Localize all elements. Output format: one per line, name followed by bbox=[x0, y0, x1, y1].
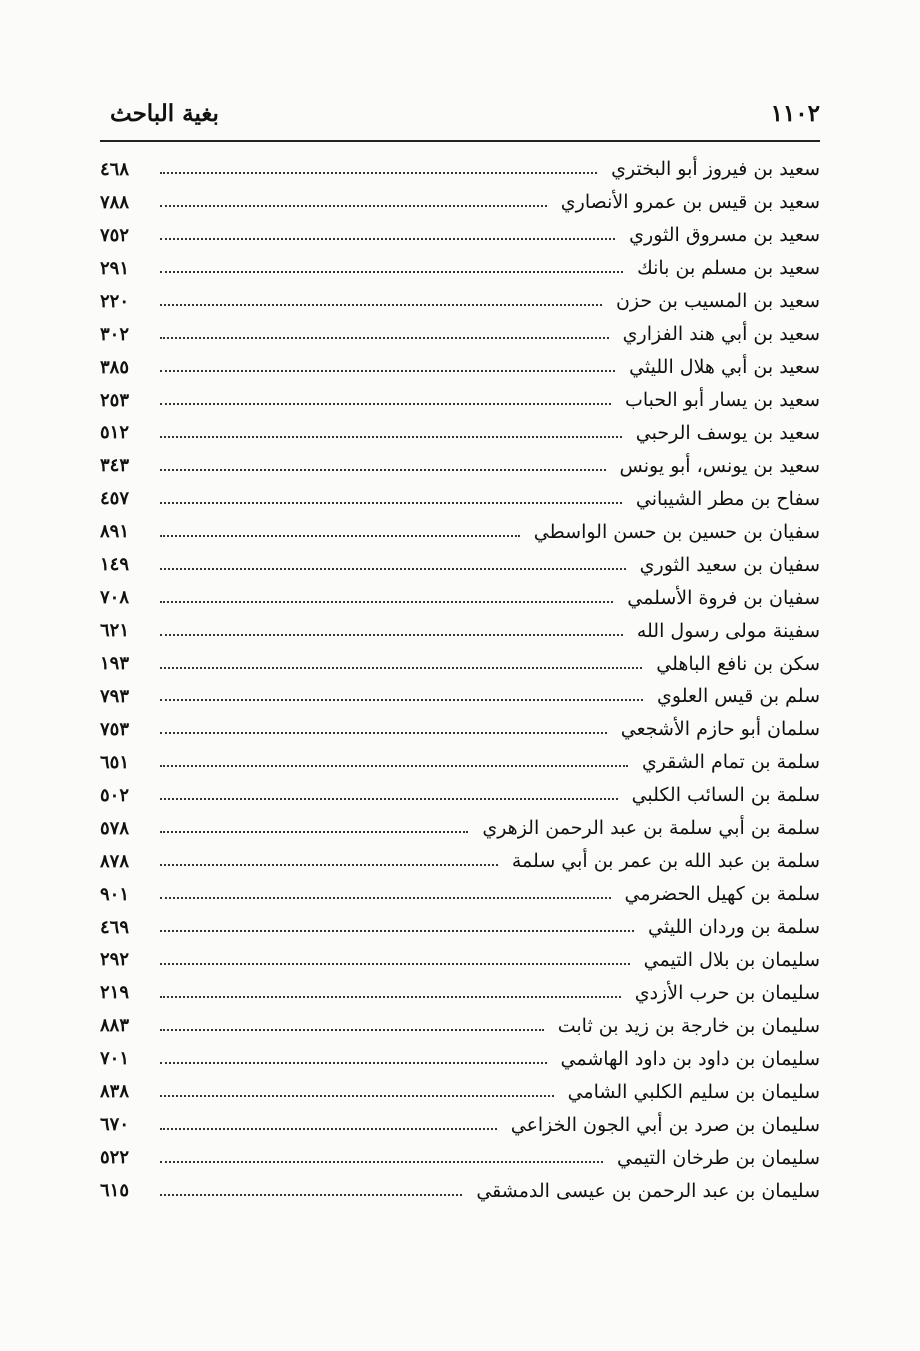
entry-name: سليمان بن خارجة بن زيد بن ثابت bbox=[557, 1014, 820, 1037]
index-entry bbox=[100, 845, 820, 878]
entry-page-number: ٨٨٣ bbox=[100, 1015, 130, 1037]
dot-leader bbox=[160, 1095, 554, 1097]
entry-page-number: ٦٥١ bbox=[100, 751, 130, 773]
index-entry bbox=[100, 1108, 820, 1141]
dot-leader bbox=[160, 732, 607, 734]
index-entry bbox=[100, 878, 820, 911]
index-entry bbox=[100, 1174, 820, 1207]
dot-leader bbox=[160, 403, 611, 405]
entry-page-number: ٧٠١ bbox=[100, 1048, 130, 1070]
entry-name: سلمان أبو حازم الأشجعي bbox=[620, 718, 820, 741]
dot-leader bbox=[160, 864, 498, 866]
entry-page-number: ٢١٩ bbox=[100, 982, 130, 1004]
entry-page-number: ٤٥٧ bbox=[100, 488, 130, 510]
entry-name: سلمة بن أبي سلمة بن عبد الرحمن الزهري bbox=[482, 817, 820, 840]
dot-leader bbox=[160, 1029, 544, 1031]
index-entry bbox=[100, 417, 820, 450]
entry-name: سليمان بن سليم الكلبي الشامي bbox=[567, 1080, 820, 1103]
entry-name: سلمة بن تمام الشقري bbox=[641, 751, 820, 774]
index-entry bbox=[100, 614, 820, 647]
dot-leader bbox=[160, 1161, 603, 1163]
entry-page-number: ٢٢٠ bbox=[100, 290, 130, 312]
index-entry bbox=[100, 548, 820, 581]
index-entry bbox=[100, 153, 820, 186]
entry-page-number: ٩٠١ bbox=[100, 883, 130, 905]
index-entry bbox=[100, 746, 820, 779]
index-entry bbox=[100, 1141, 820, 1174]
index-entry bbox=[100, 351, 820, 384]
entry-name: سفاح بن مطر الشيباني bbox=[635, 487, 820, 510]
entry-name: سعيد بن يوسف الرحبي bbox=[635, 421, 820, 444]
dot-leader bbox=[160, 436, 622, 438]
entry-name: سعيد بن أبي هلال الليثي bbox=[629, 356, 820, 379]
entry-name: سفيان بن سعيد الثوري bbox=[639, 553, 820, 576]
index-entry bbox=[100, 1042, 820, 1075]
index-entry bbox=[100, 779, 820, 812]
dot-leader bbox=[160, 601, 613, 603]
dot-leader bbox=[160, 996, 621, 998]
dot-leader bbox=[160, 930, 634, 932]
entry-page-number: ٦١٥ bbox=[100, 1180, 130, 1202]
entry-name: سليمان بن داود بن داود الهاشمي bbox=[560, 1047, 820, 1070]
entry-name: سليمان بن طرخان التيمي bbox=[617, 1146, 820, 1169]
entry-name: سليمان بن حرب الأزدي bbox=[634, 981, 820, 1004]
index-entry bbox=[100, 976, 820, 1009]
index-entry bbox=[100, 944, 820, 977]
page-number: ١١٠٢ bbox=[770, 99, 820, 127]
dot-leader bbox=[160, 271, 623, 273]
dot-leader bbox=[160, 568, 626, 570]
entry-page-number: ٧٠٨ bbox=[100, 587, 130, 609]
entry-page-number: ٨٩١ bbox=[100, 521, 130, 543]
entry-page-number: ٧٥٣ bbox=[100, 718, 130, 740]
dot-leader bbox=[160, 831, 468, 833]
entry-name: سلمة بن عبد الله بن عمر بن أبي سلمة bbox=[511, 850, 820, 873]
entry-name: سعيد بن أبي هند الفزاري bbox=[622, 323, 820, 346]
entry-name: سفيان بن حسين بن حسن الواسطي bbox=[533, 520, 820, 543]
dot-leader bbox=[160, 963, 630, 965]
entry-name: سليمان بن صرد بن أبي الجون الخزاعي bbox=[510, 1113, 820, 1136]
index-entry bbox=[100, 911, 820, 944]
entry-page-number: ١٩٣ bbox=[100, 653, 130, 675]
dot-leader bbox=[160, 502, 622, 504]
entry-page-number: ٣٨٥ bbox=[100, 356, 130, 378]
index-entry bbox=[100, 384, 820, 417]
index-entry bbox=[100, 713, 820, 746]
entry-page-number: ٦٧٠ bbox=[100, 1114, 130, 1136]
book-title: بغية الباحث bbox=[110, 99, 219, 127]
entry-page-number: ٢٩٢ bbox=[100, 949, 130, 971]
entry-page-number: ١٤٩ bbox=[100, 554, 130, 576]
entry-page-number: ٥٢٢ bbox=[100, 1147, 130, 1169]
entry-page-number: ٧٩٣ bbox=[100, 685, 130, 707]
entry-page-number: ٨٧٨ bbox=[100, 850, 130, 872]
index-entry bbox=[100, 812, 820, 845]
entry-page-number: ٥٠٢ bbox=[100, 784, 130, 806]
index-entry bbox=[100, 581, 820, 614]
entry-name: سكن بن نافع الباهلي bbox=[656, 652, 820, 675]
dot-leader bbox=[160, 634, 623, 636]
entry-page-number: ٧٨٨ bbox=[100, 191, 130, 213]
index-entry bbox=[100, 449, 820, 482]
index-entry bbox=[100, 1009, 820, 1042]
index-entry bbox=[100, 647, 820, 680]
page-header bbox=[110, 88, 820, 138]
index-entry bbox=[100, 285, 820, 318]
dot-leader bbox=[160, 469, 606, 471]
dot-leader bbox=[160, 238, 615, 240]
index-entry bbox=[100, 186, 820, 219]
index-entry bbox=[100, 1075, 820, 1108]
entry-name: سعيد بن مسلم بن بانك bbox=[637, 257, 820, 280]
entry-name: سعيد بن مسروق الثوري bbox=[629, 224, 820, 247]
entry-page-number: ٨٣٨ bbox=[100, 1081, 130, 1103]
index-entry bbox=[100, 219, 820, 252]
entry-name: سعيد بن المسيب بن حزن bbox=[615, 290, 820, 313]
entry-name: سعيد بن يونس، أبو يونس bbox=[619, 454, 820, 477]
dot-leader bbox=[160, 897, 611, 899]
dot-leader bbox=[160, 370, 615, 372]
dot-leader bbox=[160, 304, 602, 306]
entry-page-number: ٦٢١ bbox=[100, 620, 130, 642]
entry-name: سلمة بن السائب الكلبي bbox=[631, 784, 820, 807]
dot-leader bbox=[160, 1062, 547, 1064]
index-entry bbox=[100, 482, 820, 515]
entry-page-number: ٥٧٨ bbox=[100, 817, 130, 839]
header-rule bbox=[100, 140, 820, 142]
dot-leader bbox=[160, 1194, 462, 1196]
entry-page-number: ٤٦٩ bbox=[100, 916, 130, 938]
entry-page-number: ٢٥٣ bbox=[100, 389, 130, 411]
dot-leader bbox=[160, 337, 609, 339]
entry-name: سعيد بن قيس بن عمرو الأنصاري bbox=[560, 191, 820, 214]
entry-name: سعيد بن فيروز أبو البختري bbox=[611, 158, 820, 181]
entry-page-number: ٧٥٢ bbox=[100, 224, 130, 246]
entry-page-number: ٢٩١ bbox=[100, 257, 130, 279]
dot-leader bbox=[160, 205, 547, 207]
entry-name: سعيد بن يسار أبو الحباب bbox=[624, 389, 820, 412]
dot-leader bbox=[160, 798, 618, 800]
dot-leader bbox=[160, 172, 597, 174]
entry-name: سلمة بن كهيل الحضرمي bbox=[624, 883, 820, 906]
entry-page-number: ٥١٢ bbox=[100, 422, 130, 444]
index-list bbox=[100, 153, 820, 1207]
entry-name: سليمان بن بلال التيمي bbox=[643, 948, 820, 971]
entry-name: سليمان بن عبد الرحمن بن عيسى الدمشقي bbox=[476, 1179, 820, 1202]
dot-leader bbox=[160, 1128, 497, 1130]
entry-page-number: ٣٠٢ bbox=[100, 323, 130, 345]
index-entry bbox=[100, 252, 820, 285]
entry-name: سفينة مولى رسول الله bbox=[636, 619, 820, 642]
entry-name: سلمة بن وردان الليثي bbox=[648, 916, 820, 939]
dot-leader bbox=[160, 699, 643, 701]
entry-page-number: ٣٤٣ bbox=[100, 455, 130, 477]
dot-leader bbox=[160, 535, 520, 537]
dot-leader bbox=[160, 667, 642, 669]
index-entry bbox=[100, 680, 820, 713]
entry-name: سفيان بن فروة الأسلمي bbox=[627, 586, 820, 609]
entry-name: سلم بن قيس العلوي bbox=[657, 685, 820, 708]
index-entry bbox=[100, 515, 820, 548]
dot-leader bbox=[160, 765, 628, 767]
entry-page-number: ٤٦٨ bbox=[100, 158, 130, 180]
index-entry bbox=[100, 318, 820, 351]
